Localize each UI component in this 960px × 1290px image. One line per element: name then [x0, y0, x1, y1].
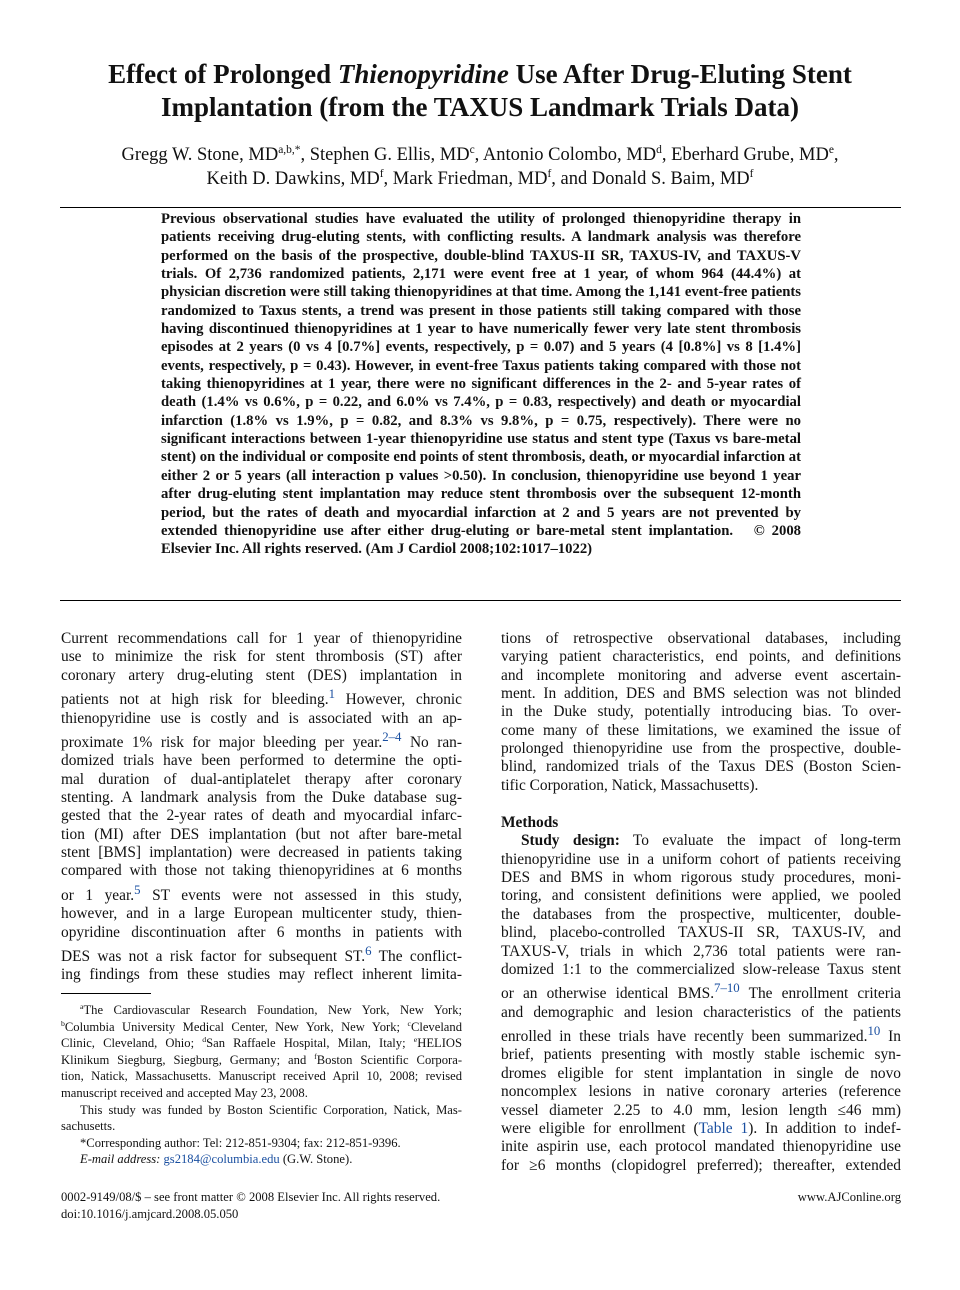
- left-column: [61, 630, 462, 985]
- body-line: gested that the 2-year rates of death and myocardial infarc-: [61, 807, 462, 825]
- body-line: dromes eligible for stent implantation in single de novo: [501, 1064, 901, 1082]
- body-line: patients not at high risk for bleeding.$^1$ However, chronic: [61, 687, 463, 709]
- footer-left: [61, 1189, 440, 1223]
- reference-link[interactable]: 7–10: [714, 981, 740, 996]
- body-line: proximate 1% risk for major bleeding per year.$^{2-4}$ No ran-: [61, 729, 462, 751]
- methods-heading: Methods: [501, 814, 559, 832]
- affiliation-line: Clinic, Cleveland, Ohio; $^d$San Raffaele Hospital, Milan, Italy; $^e$HELIOS: [61, 1035, 462, 1051]
- body-line: ing findings from these studies may reflect inherent limita-: [61, 966, 462, 984]
- reference-link[interactable]: 5: [134, 882, 141, 897]
- email-link[interactable]: gs2184@columbia.edu: [163, 1152, 280, 1167]
- body-line: opyridine discontinuation after 6 months in patients with: [61, 923, 462, 941]
- body-line: domized trials have been performed to determine the opti-: [61, 752, 462, 770]
- affiliation-line: manuscript received and accepted May 23, 2008.: [61, 1085, 308, 1100]
- body-line: TAXUS-V, trials in which 2,736 total patients were ran-: [501, 942, 901, 960]
- body-line: blind, placebo-controlled TAXUS-II SR, TAXUS-IV, and: [501, 924, 901, 942]
- email-line: E-mail address: gs2184@columbia.edu (G.W. Stone).: [80, 1152, 353, 1167]
- body-line: thienopyridine use in a uniform cohort of patients receiving: [501, 850, 901, 868]
- body-line: DES was not a risk factor for subsequent ST.$^6$ The conflict-: [61, 943, 462, 965]
- body-line: or an otherwise identical BMS.$^{7-10}$ The enrollment criteria: [501, 981, 901, 1003]
- reference-link[interactable]: 6: [365, 943, 372, 958]
- footnotes: [61, 1002, 462, 1168]
- abstract-bottom-rule: [60, 600, 901, 601]
- reference-link[interactable]: 10: [867, 1024, 881, 1038]
- affiliation-line: $^b$Columbia University Medical Center, New York, New York; $^c$Cleveland: [61, 1018, 462, 1034]
- body-line: in the Duke study, potentially introducing bias. To over-: [501, 703, 901, 721]
- body-line: toring, and consistent definitions were applied, we pooled: [501, 887, 901, 905]
- body-line: tific Corporation, Natick, Massachusetts).: [501, 776, 759, 794]
- footnote-rule: [61, 993, 151, 994]
- body-line: inite aspirin use, each protocol mandated thienopyridine use: [501, 1138, 901, 1156]
- affiliation-line: $^a$The Cardiovascular Research Foundation, New York, New York;: [80, 1001, 462, 1017]
- abstract-text: Previous observational studies have evaluated the utility of prolonged thienopyridine therapy in patients receiving drug-eluting stents, with conflicting results. A landmark analysis was therefore performed on the basis of the prospective, double-blind TAXUS-II SR, TAXUS-IV, and TAXUS-V trials. Of 2,736 randomized patients, 2,171 were event free at 1 year, of whom 964 (44.4%) at physician discretion were still taking thienopyridines at that time. Among the 1,141 event-free patients randomized to Taxus stents, a trend was present in those patients still taking compared with those having discontinued thienopyridines at 1 year to have numerically fewer very late stent thrombosis episodes at 2 years (0 vs 4 [0.7%] events, respectively, p = 0.07) and 5 years (4 [0.8%] vs 8 [1.4%] events, respectively, p = 0.43). However, in event-free Taxus patients taking compared with those not taking thienopyridines at 1 year, there were no significant differences in the 2- and 5-year rates of death (1.4% vs 0.6%, p = 0.22, and 6.0% vs 7.4%, p = 0.83, respectively) and death or myocardial infarction (1.8% vs 1.9%, p = 0.82, and 8.3% vs 9.8%, p = 0.75, respectively). There were no significant interactions between 1-year thienopyridine use status and stent type (Taxus vs bare-metal stent) on the individual or composite end points of stent thrombosis, death, or myocardial infarction at either 2 or 5 years (all interaction p values >0.50). In conclusion, thienopyridine use beyond 1 year after drug-eluting stent implantation may reduce stent thrombosis over the subsequent 12-month period, but the rates of death and myocardial infarction at 2 and 5 years are not prevented by extended thienopyridine use after either drug-eluting or bare-metal stent implantation.: [161, 211, 801, 539]
- title-line-1: Effect of Prolonged Thienopyridine Use After Drug-Eluting Stent: [108, 59, 852, 89]
- body-line: noncomplex lesions in native coronary arteries (reference: [501, 1083, 901, 1101]
- body-line: domized 1:1 to the commercialized slow-release Taxus stent: [501, 960, 901, 978]
- body-line: for ≥6 months (clopidogrel preferred); thereafter, extended: [501, 1156, 901, 1174]
- body-line: stenting. A landmark analysis from the Duke database sug-: [61, 789, 462, 806]
- reference-link[interactable]: 1: [328, 687, 335, 702]
- table-1-link[interactable]: Table 1: [698, 1119, 749, 1137]
- affiliation-line: tion, Natick, Massachusetts. Manuscript received April 10, 2008; revised: [61, 1069, 462, 1084]
- body-line: or 1 year.$^5$ ST events were not assessed in this study,: [61, 882, 462, 904]
- abstract-copyright: © 2008 Elsevier Inc. All rights reserved. (Am J Cardiol 2008;102:1017–1022): [161, 522, 802, 558]
- doi-line: doi:10.1016/j.amjcard.2008.05.050: [61, 1207, 239, 1221]
- author-line-2: Keith D. Dawkins, $MD^f$, Mark Friedman, $MD^f$, and Donald S. Baim, $MD^f$: [206, 167, 754, 189]
- body-line: tions of retrospective observational databases, including: [501, 630, 901, 647]
- body-line: ment. In addition, DES and BMS selection was not blinded: [501, 685, 901, 703]
- body-line: the databases from the prospective, multicenter, double-: [501, 905, 901, 923]
- body-line: Current recommendations call for 1 year of thienopyridine: [61, 630, 462, 647]
- body-line: use to minimize the risk for stent thrombosis (ST) after: [61, 648, 462, 666]
- body-line: come many of these limitations, we examined the issue of: [501, 721, 901, 739]
- body-line: coronary artery drug-eluting stent (DES) implantation in: [61, 666, 462, 684]
- body-line: brief, patients presenting with mostly stable ischemic syn-: [501, 1046, 901, 1064]
- body-line: varying patient characteristics, end points, and definitions: [501, 648, 901, 666]
- body-line: stent [BMS] implantation) were decreased in patients taking: [61, 844, 462, 862]
- body-line: however, and in a large European multicenter study, thien-: [61, 905, 462, 923]
- body-line: were eligible for enrollment (Table 1). In addition to indef-: [501, 1119, 901, 1137]
- body-line: prolonged thienopyridine use from the prospective, double-: [501, 740, 901, 758]
- author-line-1: Gregg W. Stone, $MD^{a,b,*}$, Stephen G. Ellis, $MD^c$, Antonio Colombo, $MD^d$, Eberhard Grube, MDe,: [121, 143, 839, 165]
- body-line: mal duration of dual-antiplatelet therapy after coronary: [61, 770, 462, 788]
- abstract-top-rule: [60, 207, 901, 208]
- body-line: vessel diameter 2.25 to 4.0 mm, lesion length ≤46 mm): [501, 1101, 901, 1119]
- funding-note: sachusetts.: [61, 1119, 116, 1134]
- article-title: [40, 58, 920, 124]
- body-line: compared with those not taking thienopyridines at 6 months: [61, 862, 462, 880]
- body-line: tion (MI) after DES implantation (but not after bare-metal: [61, 825, 462, 843]
- author-list: [40, 143, 920, 191]
- affiliation-line: Klinikum Siegburg, Siegburg, Germany; and $^f$Boston Scientific Corpora-: [61, 1051, 463, 1067]
- right-column: [501, 630, 901, 1175]
- body-line: and incomplete monitoring and adverse event ascertain-: [501, 666, 901, 684]
- body-line: thienopyridine use is costly and is associated with an ap-: [61, 709, 462, 727]
- body-line: and demographic and lesion characteristics of the patients: [501, 1003, 901, 1021]
- body-line: blind, randomized trials of the Taxus DES (Boston Scien-: [501, 758, 901, 776]
- body-line: DES and BMS in whom rigorous study procedures, moni-: [501, 869, 901, 887]
- journal-website: www.AJConline.org: [797, 1190, 901, 1204]
- funding-note: This study was funded by Boston Scientific Corporation, Natick, Mas-: [80, 1102, 462, 1117]
- body-line: enrolled in these trials have recently been summarized.$^{10}$ In: [501, 1024, 901, 1046]
- corresponding-author: *Corresponding author: Tel: 212-851-9304; fax: 212-851-9396.: [80, 1135, 401, 1150]
- issn-line: 0002-9149/08/$ – see front matter © 2008 Elsevier Inc. All rights reserved.: [61, 1190, 441, 1204]
- abstract: [161, 210, 801, 559]
- title-line-2: Implantation (from the TAXUS Landmark Trials Data): [160, 92, 800, 122]
- reference-link[interactable]: 2–4: [382, 729, 402, 744]
- study-design-label: Study design:: [521, 832, 620, 850]
- body-line: Study design: To evaluate the impact of long-term: [521, 832, 901, 850]
